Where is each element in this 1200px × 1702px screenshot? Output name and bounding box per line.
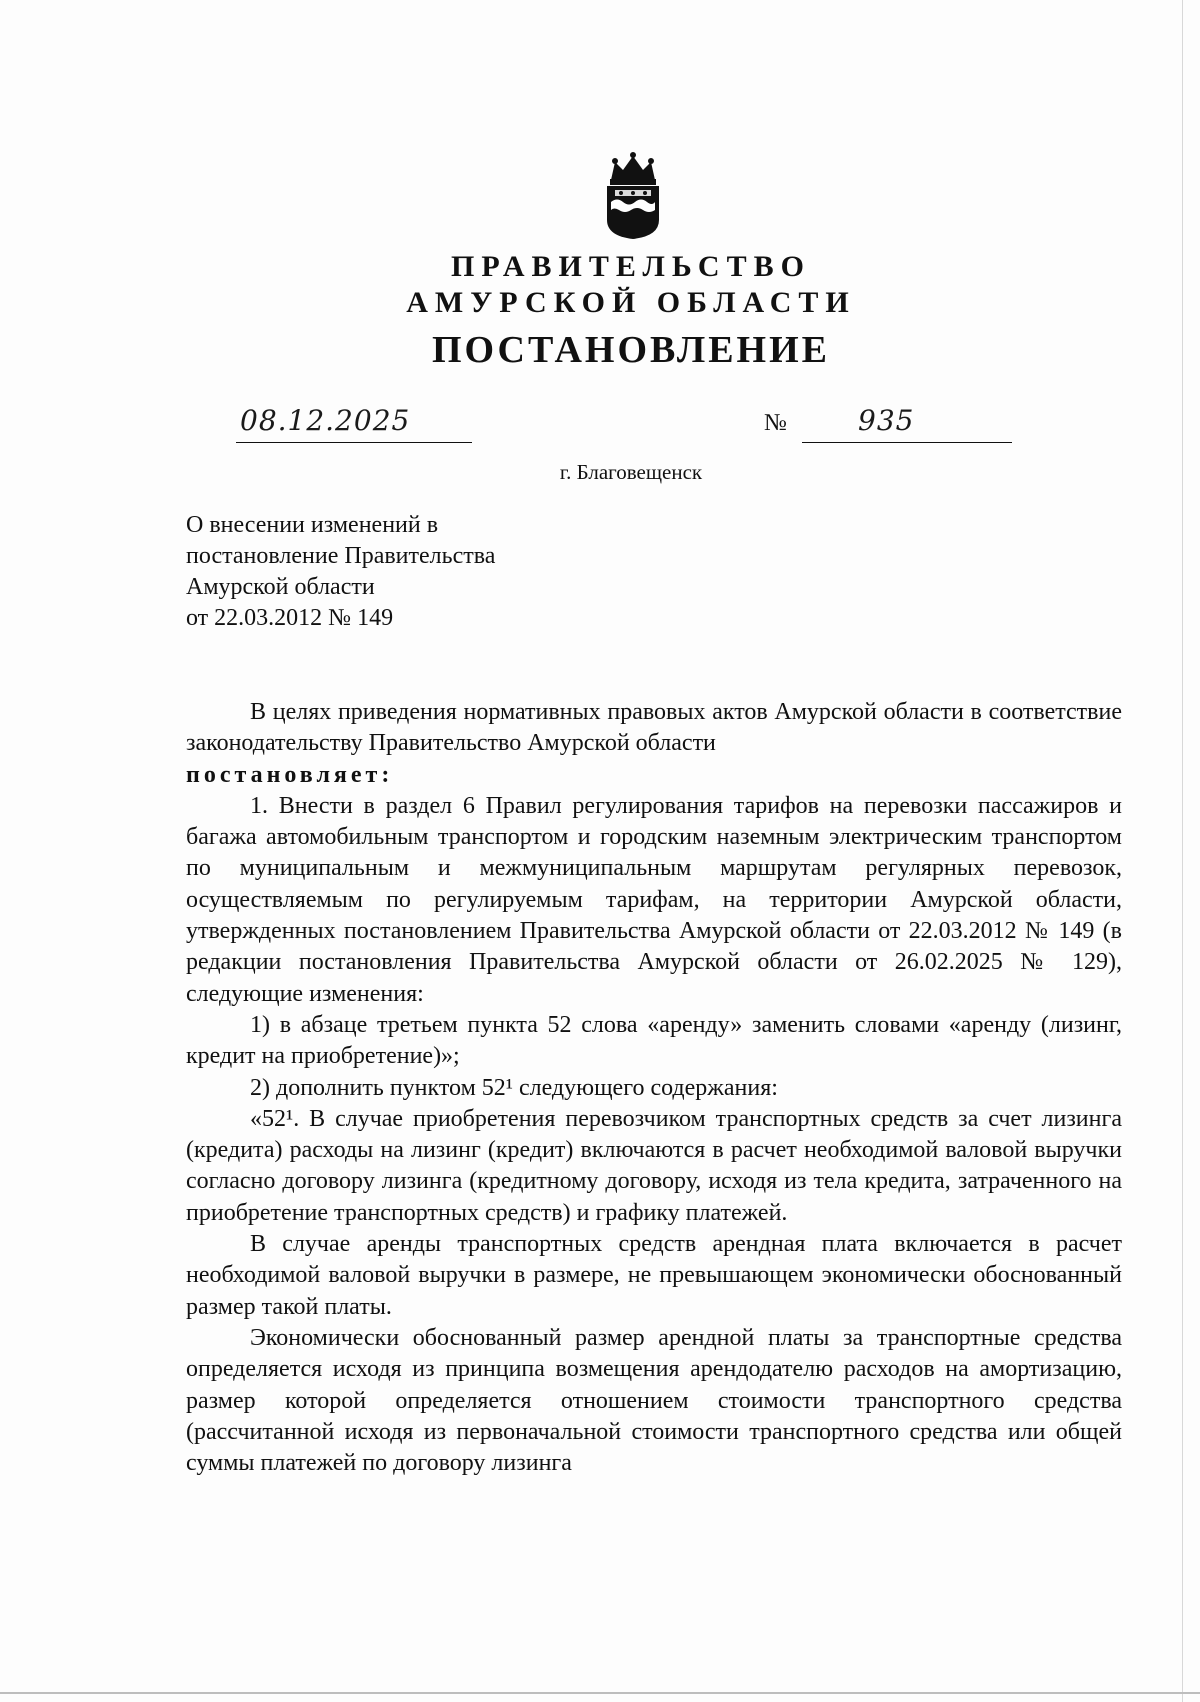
subitem-2-paragraph: 2) дополнить пунктом 52¹ следующего содержания: xyxy=(250,1074,778,1101)
subject-line: Амурской области xyxy=(186,574,375,600)
number-label: № xyxy=(764,410,787,436)
subitem-1-paragraph: 1) в абзаце третьем пункта 52 слова «аренду» заменить словами «аренду (лизинг, кредит на приобретение)»; xyxy=(186,1011,1122,1070)
coat-of-arms-emblem xyxy=(597,150,669,240)
preamble-paragraph: В целях приведения нормативных правовых актов Амурской области в соответствие законодательству Правительство Амурской области xyxy=(186,699,1122,757)
scan-edge-horizontal xyxy=(0,1692,1200,1694)
date-field xyxy=(236,404,472,443)
subject-line: от 22.03.2012 № 149 xyxy=(186,605,394,631)
quoted-paragraph-1: «52¹. В случае приобретения перевозчиком транспортных средств за счет лизинга (кредита) расходы на лизинг (кредит) включаются в расчет необходимой валовой выручки согласно договору лизинга (кредитному договору, исходя из тела кредита, затраченного на приобретение транспортных средств) и графику платежей. xyxy=(186,1105,1122,1226)
quoted-paragraph-2: В случае аренды транспортных средств арендная плата включается в расчет необходимой валовой выручки в размере, не превышающем экономически обоснованный размер такой платы. xyxy=(186,1231,1122,1320)
government-title-line1: ПРАВИТЕЛЬСТВО xyxy=(451,250,811,283)
item-1-paragraph: 1. Внести в раздел 6 Правил регулирования тарифов на перевозки пассажиров и багажа автомобильным транспортом и городским наземным электрическим транспортом по муниципальным и межмуниципальным маршрутам регулярных перевозок, осуществляемым по регулируемым тарифам, на территории Амурской области, утвержденных постановлением Правительства Амурской области от 22.03.2012 № 149 (в редакции постановления Правительства Амурской области от 26.02.2025 № 129), следующие изменения: xyxy=(186,792,1122,1007)
quoted-paragraph-3: Экономически обоснованный размер арендной платы за транспортные средства определяется исходя из принципа возмещения арендодателю расходов на амортизацию, размер которой определяется отношением стоимости транспортного средства (рассчитанной исходя из первоначальной стоимости транспортного средства или общей суммы платежей по договору лизинга xyxy=(186,1324,1122,1477)
subject-line: О внесении изменений в xyxy=(186,512,439,538)
resolves-keyword: постановляет: xyxy=(186,761,394,788)
handwritten-date: 08.12.2025 xyxy=(240,404,411,437)
scan-edge-vertical xyxy=(1182,0,1183,1702)
document-subject xyxy=(186,510,495,634)
government-title-line2: АМУРСКОЙ ОБЛАСТИ xyxy=(406,286,856,319)
subject-line: постановление Правительства xyxy=(186,543,496,569)
city-name: г. Благовещенск xyxy=(559,460,703,484)
document-type-title: ПОСТАНОВЛЕНИЕ xyxy=(431,329,831,371)
number-field xyxy=(802,404,1012,443)
handwritten-number: 935 xyxy=(858,404,915,437)
document-body xyxy=(186,697,1122,1479)
